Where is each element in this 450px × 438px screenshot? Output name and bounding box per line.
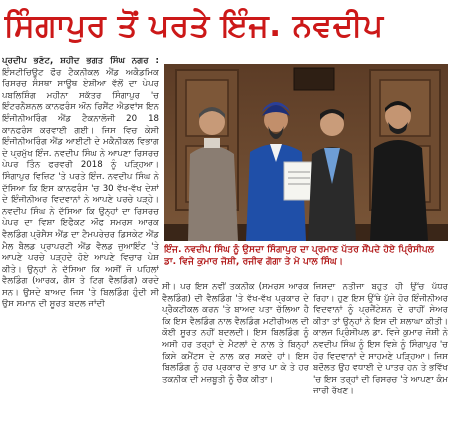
article-column-right: ਜਿਸਦਾ ਨਤੀਜਾ ਬਹੁਤ ਹੀ ਉੱਚ ਪੱਧਰ ਰਿਹਾ। ਹੁਣ ਇਸ ਉੱਥੇ ਪੁੱਜੇ ਹੋਰ ਇੰਜੀਨੀਅਰ ਵਿਦਵਾਨਾਂ ਨੂੰ ਪ੍ਰਜੈਂਟੇਸ਼ਨ ਦੇ ਰਾਹੀਂ ਸੇਅਰ ਕੀਤਾ ਤਾਂ ਉਨ੍ਹਾਂ ਨੇ ਇਸ ਦੀ ਸ਼ਲਾਘਾ ਕੀਤੀ। ਕਾਲਜ ਪ੍ਰਿੰਸੀਪਲ ਡਾ. ਵਿਜੇ ਕੁਮਾਰ ਜੋਸ਼ੀ ਨੇ ਨਵਦੀਪ ਸਿੰਘ ਨੂੰ ਇਸ ਵਿਸ਼ੇ ਨੂੰ ਸਿੰਗਾਪੁਰ 'ਚ ਹੋਰ ਵਿਦਵਾਨਾਂ ਦੇ ਸਾਹਮਣੇ ਪੜ੍ਹਿਆ। ਜਿਸ ਬਦੌਲਤ ਉਹ ਵਧਾਈ ਦੇ ਪਾਤਰ ਹਨ ਤੇ ਭਵਿੱਖ 'ਚ ਇਸ ਤਰ੍ਹਾਂ ਦੀ ਰਿਸਰਚ 'ਤੇ ਆਪਣਾ ਕੰਮ ਜਾਰੀ ਰੱਖਣ। <box>313 282 448 397</box>
article-body-left: ਇੰਸਟੀਚਿਊਟ ਫੌਰ ਟੈਕਨੀਕਲ ਐਂਡ ਅਕੈਡਮਿਕ ਰਿਸਰਚ ਸੰਸਥਾ ਸਾਊਥ ਏਸ਼ੀਆ ਵੱਲੋਂ ਦਾ ਪੇਪਰ ਪਬਲਿਸ਼ਿੰਗ ਮਹੀਨਾ ਸਕੱਤਰ ਸਿੰਗਾਪੁਰ 'ਚ ਇੰਟਰਨੈਸ਼ਨਲ ਕਾਨਫਰੰਸ ਔਨ ਰਿਸੈਂਟ ਐਡਵਾਂਸ ਇਨ ਇੰਜੀਨੀਅਰਿੰਗ ਐਂਡ ਟੈਕਨਾਲੋਜੀ 20 18 ਕਾਨਫਰੰਸ ਕਰਵਾਈ ਗਈ। ਜਿਸ ਵਿਚ ਕੇਸੀ ਇੰਜੀਨੀਅਰਿੰਗ ਐਂਡ ਆਈਟੀ ਦੇ ਮਕੈਨੀਕਲ ਵਿਭਾਗ ਦੇ ਪ੍ਰਮੁੱਖ ਇੰਜ. ਨਵਦੀਪ ਸਿੰਘ ਨੇ ਆਪਣਾ ਰਿਸਰਚ ਪੇਪਰ ਤਿੰਨ ਫਰਵਰੀ 2018 ਨੂੰ ਪੜ੍ਹਿਆ। ਸਿੰਗਾਪੁਰ ਵਿਜ਼ਿਟ 'ਤੇ ਪਰਤੇ ਇੰਜ. ਨਵਦੀਪ ਸਿੰਘ ਨੇ ਦੱਸਿਆ ਕਿ ਇਸ ਕਾਨਫਰੰਸ 'ਚ 30 ਵੱਖ-ਵੱਖ ਦੇਸ਼ਾਂ ਦੇ ਇੰਜੀਨੀਅਰ ਵਿਦਵਾਨਾਂ ਨੇ ਆਪਣੇ ਪਰਚੇ ਪੜ੍ਹੇ। ਨਵਦੀਪ ਸਿੰਘ ਨੇ ਦੱਸਿਆ ਕਿ ਉਨ੍ਹਾਂ ਦਾ ਰਿਸਰਚ ਪੇਪਰ ਦਾ ਵਿਸ਼ਾ ਇਫੈਕਟ ਔਫ ਸਮਰਸ ਆਰਕ ਵੈਲਡਿੰਗ ਪ੍ਰੋਸੈਸ ਐਂਡ ਦਾ ਟੈਮਪਰੇਚਰ ਡਿਸਕੇਟ ਐਂਡ ਮੈਲ ਬੈਲਡ ਪ੍ਰਾਪਰਟੀ ਐਂਡ ਵੈਲਡ ਜੁਆਇੰਟ 'ਤੇ ਆਪਣੇ ਪਰਚੇ ਪੜ੍ਹਦੇ ਹੋਏ ਆਪਣੇ ਵਿਚਾਰ ਪੇਸ਼ ਕੀਤੇ। ਉਨ੍ਹਾਂ ਨੇ ਦੱਸਿਆ ਕਿ ਅਸੀਂ ਜੋ ਪਹਿਲਾਂ ਵੈਲਡਿੰਗ (ਆਰਕ, ਗੈਸ ਤੇ ਟਿਗ ਵੈਲਡਿੰਗ) ਕਰਦੇ ਸਨ। ਉਸਦੇ ਬਾਅਦ ਜਿਸ 'ਤੇ ਬਿਲਡਿੰਗ ਹੁੰਦੀ ਸੀ ਉਸ ਸਮਾਨ ਦੀ ਸੂਰਤ ਬਦਲ ਜਾਂਦੀ <box>2 67 159 310</box>
headline: ਸਿੰਗਾਪੁਰ ਤੋਂ ਪਰਤੇ ਇੰਜ. ਨਵਦੀਪ <box>4 8 384 44</box>
photo-illustration <box>164 64 448 241</box>
caption-line-2: ਡਾ. ਵਿਜੇ ਕੁਮਾਰ ਜੋਸ਼ੀ, ਰਜੀਵ ਗੋਗਾ ਤੇ ਮੋ ਪਾਲ ਸਿੰਘ। <box>164 256 344 267</box>
photo-caption <box>164 244 448 280</box>
article-column-left <box>2 56 159 436</box>
article-column-middle: ਸੀ। ਪਰ ਇਸ ਨਵੀਂ ਤਕਨੀਕ (ਸਮਰਸ ਆਰਕ ਵੈਲਡਿੰਗ) ਦੀ ਵੈਲਡਿੰਗ 'ਤੇ ਵੱਖ-ਵੱਖ ਪ੍ਰਕਾਰ ਦੇ ਪ੍ਰੈਕਟੀਕਲ ਕਰਨ 'ਤੇ ਬਾਅਦ ਪਤਾ ਚੱਲਿਆ ਹੈ ਕਿ ਇਸ ਵੈਲਡਿੰਗ ਨਾਲ ਵੈਲਡਿੰਗ ਮਟੀਰੀਅਲ ਦੀ ਕੋਈ ਸੂਰਤ ਨਹੀਂ ਬਦਲਦੀ। ਇਸ ਬਿਲਡਿੰਗ ਨੂੰ ਅਸੀ ਹਰ ਤਰ੍ਹਾਂ ਦੇ ਮੈਟਲਾਂ ਦੇ ਨਾਲ ਤੇ ਬਿਨ੍ਹਾਂ ਕਿਸੇ ਕਮੈਂਟਸ ਦੇ ਨਾਲ ਕਰ ਸਕਦੇ ਹਾਂ। ਇਸ ਬਿਲਡਿੰਗ ਨੂੰ ਹਰ ਪ੍ਰਕਾਰ ਦੇ ਭਾਰ ਪਾ ਕੇ ਤੇ ਹਰ ਤਕਨੀਕ ਦੀ ਮਜ਼ਬੂਤੀ ਨੂੰ ਚੈੱਕ ਕੀਤਾ। <box>162 282 309 385</box>
caption-line-1: ਇੰਜ. ਨਵਦੀਪ ਸਿੰਘ ਨੂੰ ਉਸਦਾ ਸਿੰਗਾਪੁਰ ਦਾ ਪ੍ਰਮਾਣ ਪੱਤਰ ਸੌਂਪਦੇ ਹੋਏ ਪ੍ਰਿੰਸੀਪਲ <box>164 244 434 255</box>
article-photo <box>164 64 448 241</box>
byline: ਪ੍ਰਦੀਪ ਭਣੋਟ, ਸ਼ਹੀਦ ਭਗਤ ਸਿੰਘ ਨਗਰ : <box>2 56 159 66</box>
